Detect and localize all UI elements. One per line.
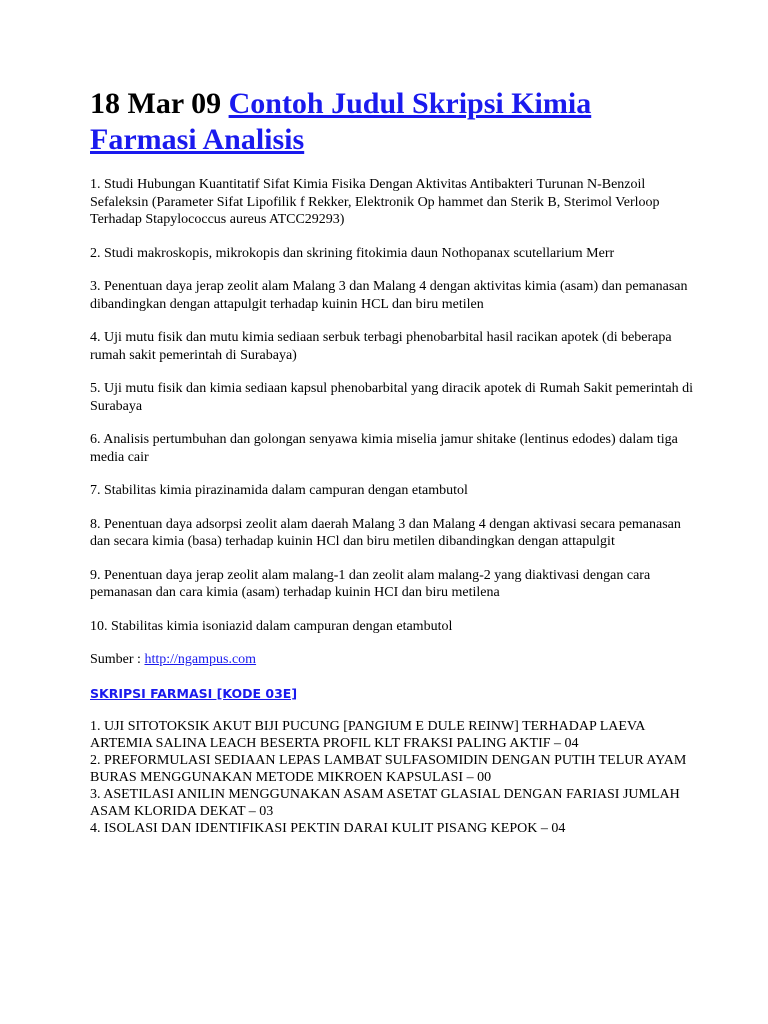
- list-item: 10. Stabilitas kimia isoniazid dalam campuran dengan etambutol: [90, 618, 453, 634]
- post-date: 18 Mar 09: [90, 87, 222, 120]
- list-item: 1. UJI SITOTOKSIK AKUT BIJI PUCUNG [PANGIUM E DULE REINW] TERHADAP LAEVA ARTEMIA SALINA LEACH BESERTA PROFIL KLT FRAKSI PALING AKTIF – 04: [90, 718, 645, 751]
- list-item: 3. ASETILASI ANILIN MENGGUNAKAN ASAM ASETAT GLASIAL DENGAN FARIASI JUMLAH ASAM KLORIDA DEKAT – 03: [90, 786, 680, 819]
- source-line: [90, 651, 698, 669]
- section-heading-link[interactable]: SKRIPSI FARMASI [KODE 03E]: [90, 685, 298, 701]
- source-link[interactable]: http://ngampus.com: [144, 652, 257, 667]
- section-list: [90, 718, 698, 837]
- section-heading: [90, 685, 698, 702]
- list-item: 7. Stabilitas kimia pirazinamida dalam campuran dengan etambutol: [90, 483, 468, 498]
- list-item: 8. Penentuan daya adsorpsi zeolit alam daerah Malang 3 dan Malang 4 dengan aktivasi secara pemanasan dan secara kimia (basa) terhadap kuinin HCl dan biru metilen dibandingkan dengan attapulgit: [90, 516, 681, 549]
- list-item: 4. ISOLASI DAN IDENTIFIKASI PEKTIN DARAI KULIT PISANG KEPOK – 04: [90, 820, 566, 836]
- list-item: 4. Uji mutu fisik dan mutu kimia sediaan serbuk terbagi phenobarbital hasil racikan apotek (di beberapa rumah sakit pemerintah di Surabaya): [90, 330, 672, 363]
- post-title: [90, 86, 698, 158]
- list-item: 2. Studi makroskopis, mikrokopis dan skrining fitokimia daun Nothopanax scutellarium Merr: [90, 245, 615, 261]
- post-title-link[interactable]: Contoh Judul Skripsi Kimia Farmasi Analisis: [90, 87, 592, 156]
- list-item: 5. Uji mutu fisik dan kimia sediaan kapsul phenobarbital yang diracik apotek di Rumah Sakit pemerintah di Surabaya: [90, 381, 694, 414]
- list-item: 2. PREFORMULASI SEDIAAN LEPAS LAMBAT SULFASOMIDIN DENGAN PUTIH TELUR AYAM BURAS MENGGUNAKAN METODE MIKROEN KAPSULASI – 00: [90, 752, 687, 785]
- list-item: 6. Analisis pertumbuhan dan golongan senyawa kimia miselia jamur shitake (lentinus edodes) dalam tiga media cair: [90, 432, 678, 465]
- source-label: Sumber :: [90, 652, 145, 667]
- list-item: 9. Penentuan daya jerap zeolit alam malang-1 dan zeolit alam malang-2 yang diaktivasi dengan cara pemanasan dan cara kimia (asam) terhadap kuinin HCI dan biru metilena: [90, 567, 651, 600]
- list-item: 1. Studi Hubungan Kuantitatif Sifat Kimia Fisika Dengan Aktivitas Antibakteri Turunan N-Benzoil Sefaleksin (Parameter Sifat Lipofilik f Rekker, Elektronik Op hammet dan Sterik B, Sterimol Verloop Terhadap Stapylococcus aureus ATCC29293): [90, 177, 660, 227]
- list-item: 3. Penentuan daya jerap zeolit alam Malang 3 dan Malang 4 dengan aktivitas kimia (asam) dan pemanasan dibandingkan dengan attapulgit terhadap kuinin HCL dan biru metilen: [90, 279, 688, 312]
